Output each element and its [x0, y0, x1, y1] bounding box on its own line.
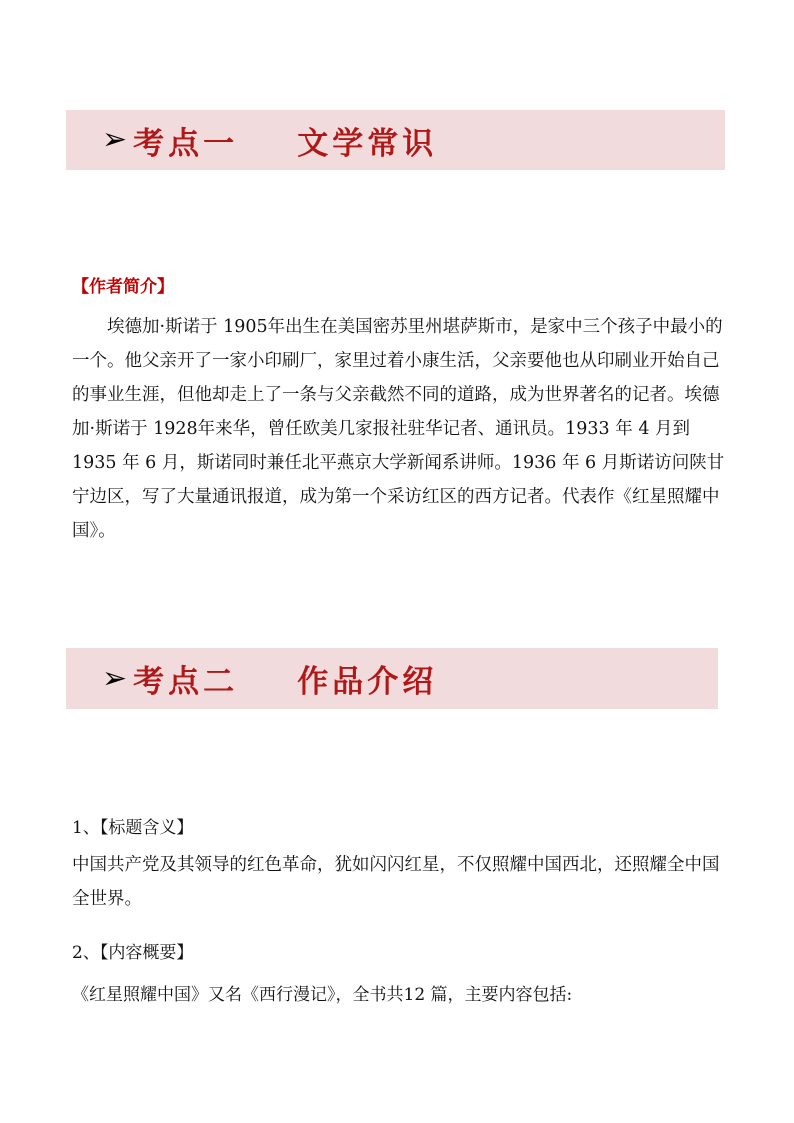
arrow-right-icon: ➢: [102, 660, 128, 696]
content-summary-text: 《红星照耀中国》又名《西行漫记》，全书共12 篇，主要内容包括:: [72, 985, 573, 1005]
section-banner-1: [66, 110, 725, 170]
section-title-1: 考点一 文学常识: [133, 125, 438, 162]
author-intro-label: 【作者简介】: [72, 277, 174, 297]
arrow-right-icon: ➢: [102, 122, 128, 157]
author-intro-paragraph: 埃德加·斯诺于 1905年出生在美国密苏里州堪萨斯市，是家中三个孩子中最小的一个。他父亲开了一家小印刷厂，家里过着小康生活，父亲要他也从印刷业开始自己的事业生涯，但他却走上了一条与父亲截然不同的道路，成为世界著名的记者。埃德加·斯诺于 1928年来华，曾任欧美几家报社驻华记者、通讯员。1933 年 4 月到 1935 年 6 月，斯诺同时兼任北平燕京大学新闻系讲师。1936 年 6 月斯诺访问陕甘宁边区，写了大量通讯报道，成为第一个采访红区的西方记者。代表作《红星照耀中国》。: [72, 317, 725, 541]
title-meaning-heading: 1、【标题含义】: [72, 818, 194, 838]
section-title-2: 考点二 作品介绍: [133, 664, 438, 700]
content-summary-heading: 2、【内容概要】: [72, 943, 194, 963]
title-meaning-text: 中国共产党及其领导的红色革命，犹如闪闪红星，不仅照耀中国西北，还照耀全中国全世界。: [72, 855, 720, 909]
section-banner-2: [66, 648, 718, 709]
